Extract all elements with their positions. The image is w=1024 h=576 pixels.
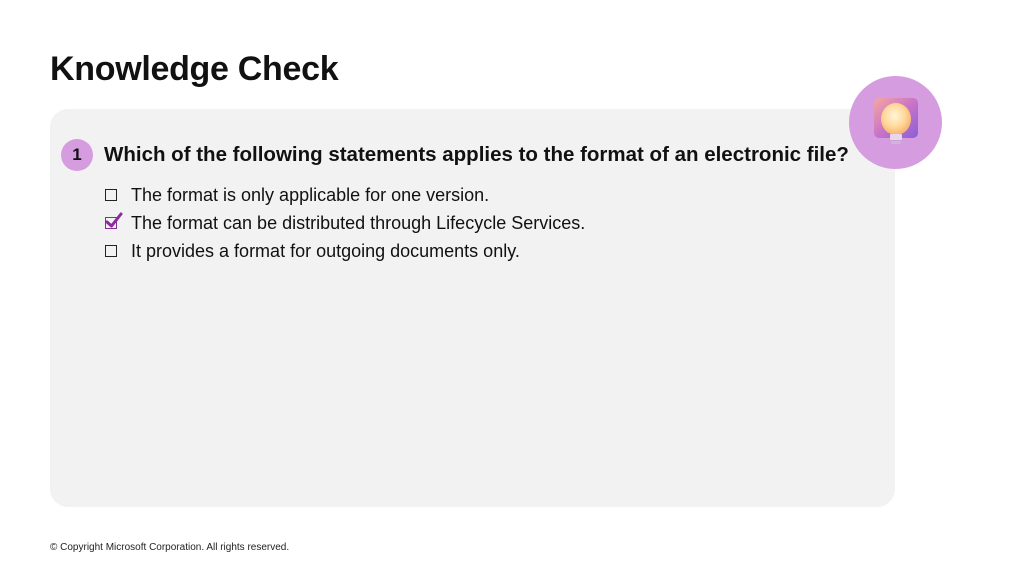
checkmark-icon [105, 212, 123, 228]
lightbulb-icon [872, 96, 920, 150]
checkbox-unchecked-icon[interactable] [105, 245, 117, 257]
question-number-badge: 1 [61, 139, 93, 171]
copyright-text: © Copyright Microsoft Corporation. All rights reserved. [50, 542, 290, 553]
answer-option-2[interactable] [105, 209, 585, 237]
slide-title: Knowledge Check [50, 50, 339, 88]
answer-option-label: The format can be distributed through Lifecycle Services. [131, 212, 586, 233]
checkbox-checked-icon[interactable] [105, 217, 117, 229]
checkbox-unchecked-icon[interactable] [105, 189, 117, 201]
lightbulb-badge [849, 76, 942, 169]
answer-options-list [105, 181, 585, 265]
answer-option-label: The format is only applicable for one version. [131, 184, 490, 205]
question-text: Which of the following statements applies to the format of an electronic file? [104, 143, 849, 166]
question-card [50, 109, 895, 507]
question-row [61, 139, 849, 171]
answer-option-1[interactable] [105, 181, 585, 209]
answer-option-label: It provides a format for outgoing documents only. [131, 240, 520, 261]
answer-option-3[interactable] [105, 237, 585, 265]
